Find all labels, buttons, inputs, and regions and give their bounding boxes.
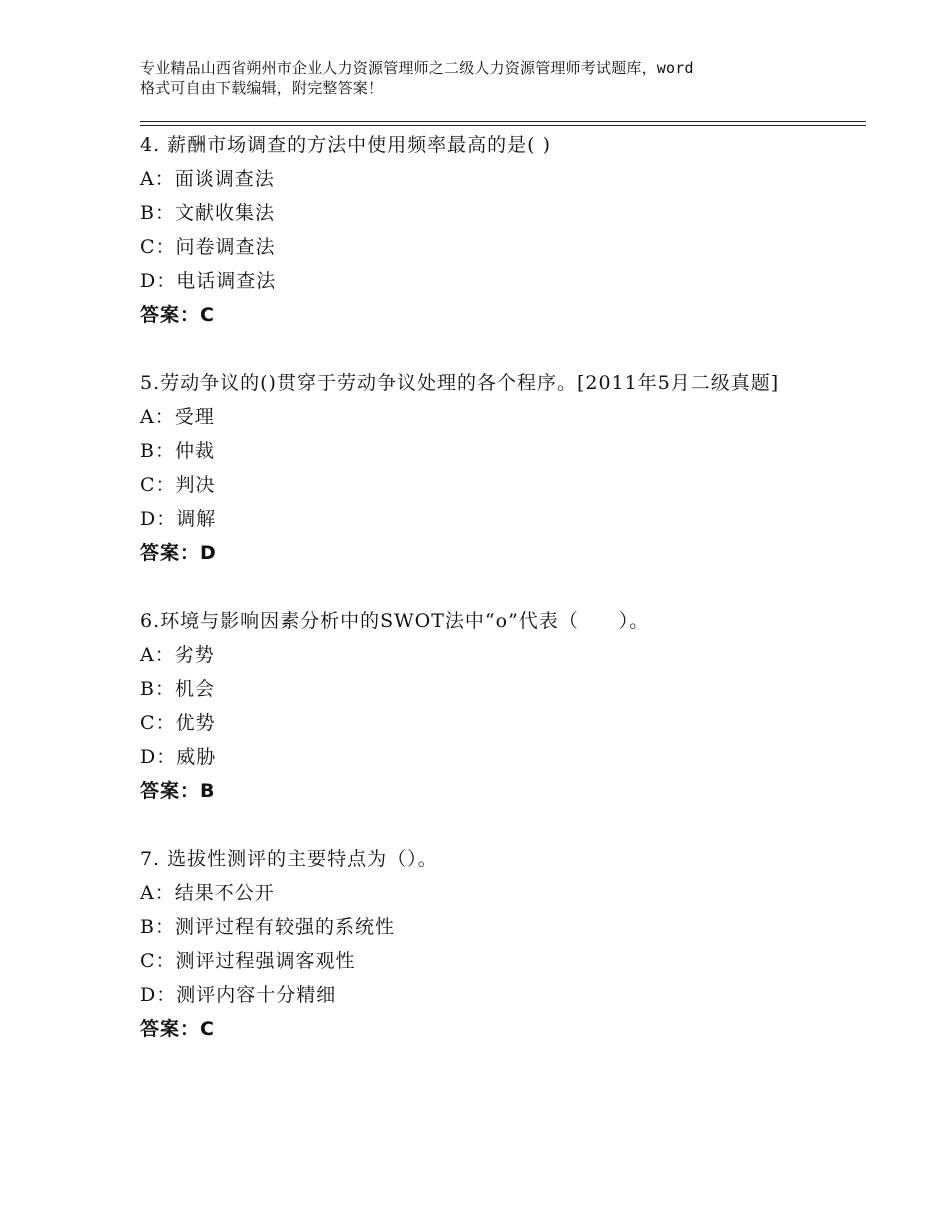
question-stem: 5.劳动争议的()贯穿于劳动争议处理的各个程序。[2011年5月二级真题] [140,372,780,394]
option-d: D：威胁 [140,746,217,768]
answer-line [140,1012,820,1046]
question-4 [140,128,820,332]
option-a: A：劣势 [140,644,215,666]
question-7 [140,842,820,1046]
question-stem: 4. 薪酬市场调查的方法中使用频率最高的是( ) [140,134,552,156]
option-c: C：问卷调查法 [140,236,276,258]
header-line-1: 专业精品山西省朔州市企业人力资源管理师之二级人力资源管理师考试题库，word [140,59,694,77]
option-a: A：面谈调查法 [140,168,275,190]
question-stem: 7. 选拔性测评的主要特点为（）。 [140,848,438,870]
answer-label: 答案： [140,304,201,326]
answer-line [140,536,820,570]
answer-label: 答案： [140,1018,201,1040]
option-d: D：调解 [140,508,217,530]
answer-label: 答案： [140,780,201,802]
option-b: B：文献收集法 [140,202,275,224]
header-rule-top [140,121,866,122]
header-rule-bottom [140,125,866,126]
answer-label: 答案： [140,542,201,564]
option-d: D：测评内容十分精细 [140,984,337,1006]
question-list [140,128,820,1080]
option-b: B：机会 [140,678,215,700]
option-b: B：仲裁 [140,440,215,462]
answer-value: D [200,542,217,564]
question-6 [140,604,820,808]
question-5 [140,366,820,570]
answer-value: B [200,780,216,802]
option-d: D：电话调查法 [140,270,277,292]
answer-line [140,298,820,332]
answer-value: C [200,1018,215,1040]
answer-line [140,774,820,808]
answer-value: C [200,304,215,326]
question-stem: 6.环境与影响因素分析中的SWOT法中“o”代表（ ）。 [140,610,650,632]
option-c: C：测评过程强调客观性 [140,950,356,972]
header-line-2: 格式可自由下载编辑，附完整答案！ [140,79,384,97]
document-header [140,58,840,98]
option-a: A：结果不公开 [140,882,275,904]
option-c: C：判决 [140,474,216,496]
option-a: A：受理 [140,406,215,428]
option-b: B：测评过程有较强的系统性 [140,916,395,938]
option-c: C：优势 [140,712,216,734]
